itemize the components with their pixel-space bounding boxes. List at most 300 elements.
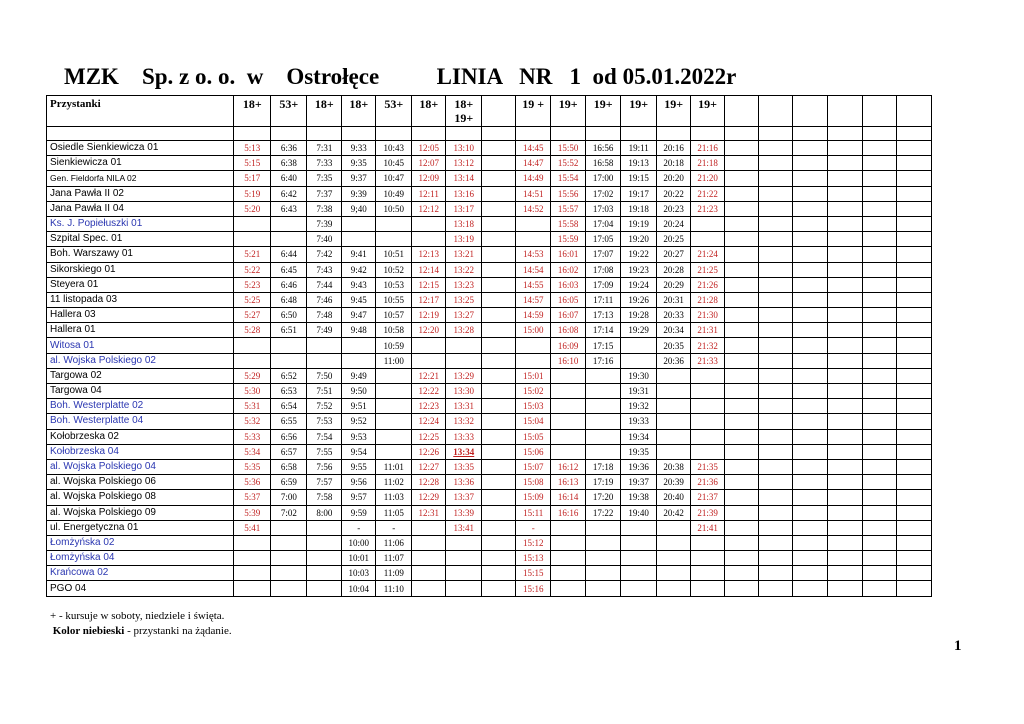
empty-cell xyxy=(792,581,827,596)
header-col-2: 53+ xyxy=(271,96,307,127)
empty-cell xyxy=(725,429,759,444)
empty-cell xyxy=(482,156,516,171)
empty-cell xyxy=(482,127,516,141)
empty-cell xyxy=(896,308,931,323)
empty-cell xyxy=(691,429,725,444)
empty-cell xyxy=(896,247,931,262)
empty-cell xyxy=(792,216,827,231)
empty-cell xyxy=(827,338,862,353)
departure-time: 13:10 xyxy=(446,141,482,156)
empty-cell xyxy=(376,384,412,399)
empty-cell xyxy=(412,581,446,596)
departure-time: 16:05 xyxy=(551,292,586,307)
empty-cell xyxy=(725,353,759,368)
departure-time: 5:32 xyxy=(234,414,271,429)
departure-time: 20:36 xyxy=(657,353,691,368)
departure-time: 5:33 xyxy=(234,429,271,444)
empty-cell xyxy=(271,353,307,368)
empty-cell xyxy=(792,201,827,216)
empty-cell xyxy=(725,414,759,429)
departure-time: 10:43 xyxy=(376,141,412,156)
empty-cell xyxy=(725,232,759,247)
empty-cell xyxy=(862,459,896,474)
departure-time: 6:57 xyxy=(271,444,307,459)
empty-cell xyxy=(759,353,793,368)
departure-time: 10:04 xyxy=(342,581,376,596)
departure-time: 10:52 xyxy=(376,262,412,277)
stop-name: Targowa 04 xyxy=(47,384,234,399)
empty-cell xyxy=(792,414,827,429)
departure-time: 17:00 xyxy=(586,171,621,186)
departure-time: 13:28 xyxy=(446,323,482,338)
stop-name: ul. Energetyczna 01 xyxy=(47,520,234,535)
departure-time: 13:30 xyxy=(446,384,482,399)
empty-cell xyxy=(862,277,896,292)
departure-time: 14:53 xyxy=(516,247,551,262)
empty-cell xyxy=(691,581,725,596)
empty-cell xyxy=(759,171,793,186)
empty-cell xyxy=(862,262,896,277)
header-col-11: 19+ xyxy=(586,96,621,127)
departure-time: 9:39 xyxy=(342,186,376,201)
empty-cell xyxy=(234,338,271,353)
departure-time: 7:38 xyxy=(307,201,342,216)
empty-cell xyxy=(551,566,586,581)
table-row xyxy=(47,459,932,474)
departure-time: 16:09 xyxy=(551,338,586,353)
departure-time: 13:33 xyxy=(446,429,482,444)
empty-cell xyxy=(446,551,482,566)
departure-time: 9:41 xyxy=(342,247,376,262)
departure-time: 14:57 xyxy=(516,292,551,307)
departure-time: 21:32 xyxy=(691,338,725,353)
departure-time: 9:55 xyxy=(342,459,376,474)
departure-time: - xyxy=(376,520,412,535)
empty-cell xyxy=(827,353,862,368)
empty-cell xyxy=(827,444,862,459)
departure-time: 21:28 xyxy=(691,292,725,307)
table-row xyxy=(47,535,932,550)
empty-cell xyxy=(759,186,793,201)
empty-cell xyxy=(657,127,691,141)
departure-time: 11:01 xyxy=(376,459,412,474)
empty-cell xyxy=(759,292,793,307)
empty-cell xyxy=(725,384,759,399)
empty-cell xyxy=(621,551,657,566)
empty-cell xyxy=(827,566,862,581)
empty-cell xyxy=(412,566,446,581)
departure-time: 7:42 xyxy=(307,247,342,262)
departure-time: 9:54 xyxy=(342,444,376,459)
stop-name: Krańcowa 02 xyxy=(47,566,234,581)
empty-cell xyxy=(792,459,827,474)
departure-time: 13:32 xyxy=(446,414,482,429)
empty-cell xyxy=(342,232,376,247)
empty-cell xyxy=(862,308,896,323)
empty-cell xyxy=(725,171,759,186)
departure-time: 5:39 xyxy=(234,505,271,520)
empty-cell xyxy=(759,444,793,459)
empty-cell xyxy=(657,384,691,399)
departure-time: 10:01 xyxy=(342,551,376,566)
empty-cell xyxy=(827,186,862,201)
empty-cell xyxy=(551,581,586,596)
empty-cell xyxy=(725,156,759,171)
empty-cell xyxy=(342,127,376,141)
departure-time: 14:45 xyxy=(516,141,551,156)
departure-time: 11:02 xyxy=(376,475,412,490)
departure-time: 6:51 xyxy=(271,323,307,338)
departure-time: 21:24 xyxy=(691,247,725,262)
departure-time: 5:34 xyxy=(234,444,271,459)
stop-name: Gen. Fieldorfa NILA 02 xyxy=(47,171,234,186)
empty-cell xyxy=(827,475,862,490)
empty-cell xyxy=(792,490,827,505)
departure-time: 11:07 xyxy=(376,551,412,566)
departure-time: 16:02 xyxy=(551,262,586,277)
departure-time: 21:33 xyxy=(691,353,725,368)
departure-time: 15:59 xyxy=(551,232,586,247)
table-row xyxy=(47,505,932,520)
empty-cell xyxy=(862,444,896,459)
empty-cell xyxy=(482,429,516,444)
departure-time: 5:31 xyxy=(234,399,271,414)
header-col-14: 19+ xyxy=(691,96,725,127)
departure-time: 13:31 xyxy=(446,399,482,414)
empty-cell xyxy=(691,368,725,383)
empty-cell xyxy=(657,429,691,444)
empty-cell xyxy=(621,353,657,368)
departure-time: 17:05 xyxy=(586,232,621,247)
empty-cell xyxy=(896,186,931,201)
stop-name: Steyera 01 xyxy=(47,277,234,292)
empty-cell xyxy=(271,535,307,550)
empty-cell xyxy=(691,444,725,459)
departure-time: 7:58 xyxy=(307,490,342,505)
empty-cell xyxy=(725,551,759,566)
departure-time: 15:08 xyxy=(516,475,551,490)
empty-cell xyxy=(725,566,759,581)
stop-name: Kołobrzeska 04 xyxy=(47,444,234,459)
departure-time: 20:29 xyxy=(657,277,691,292)
empty-cell xyxy=(896,127,931,141)
departure-time: 20:42 xyxy=(657,505,691,520)
departure-time: 15:11 xyxy=(516,505,551,520)
empty-cell xyxy=(862,171,896,186)
empty-cell xyxy=(896,232,931,247)
departure-time: 21:20 xyxy=(691,171,725,186)
table-row xyxy=(47,444,932,459)
empty-cell xyxy=(412,353,446,368)
empty-cell xyxy=(621,520,657,535)
table-row xyxy=(47,232,932,247)
empty-cell xyxy=(446,581,482,596)
empty-cell xyxy=(896,505,931,520)
departure-time: 12:07 xyxy=(412,156,446,171)
empty-cell xyxy=(759,247,793,262)
table-row xyxy=(47,141,932,156)
departure-time: 9:59 xyxy=(342,505,376,520)
departure-time: 15:04 xyxy=(516,414,551,429)
empty-cell xyxy=(759,459,793,474)
departure-time: 21:41 xyxy=(691,520,725,535)
departure-time: 15:03 xyxy=(516,399,551,414)
departure-time: 19:37 xyxy=(621,475,657,490)
empty-cell xyxy=(792,535,827,550)
departure-time: 19:20 xyxy=(621,232,657,247)
empty-cell xyxy=(759,216,793,231)
empty-cell xyxy=(271,232,307,247)
departure-time: 21:31 xyxy=(691,323,725,338)
departure-time: 19:15 xyxy=(621,171,657,186)
empty-cell xyxy=(862,505,896,520)
departure-time: 5:13 xyxy=(234,141,271,156)
stop-name: al. Wojska Polskiego 02 xyxy=(47,353,234,368)
departure-time: 11:00 xyxy=(376,353,412,368)
empty-cell xyxy=(827,520,862,535)
stop-name: Jana Pawła II 04 xyxy=(47,201,234,216)
empty-cell xyxy=(234,566,271,581)
empty-cell xyxy=(482,232,516,247)
empty-cell xyxy=(759,232,793,247)
empty-cell xyxy=(482,520,516,535)
empty-cell xyxy=(862,353,896,368)
departure-time: 21:30 xyxy=(691,308,725,323)
empty-cell xyxy=(725,490,759,505)
departure-time: 12:13 xyxy=(412,247,446,262)
empty-cell xyxy=(342,338,376,353)
departure-time: 20:22 xyxy=(657,186,691,201)
departure-time: 9:57 xyxy=(342,490,376,505)
departure-time: 6:42 xyxy=(271,186,307,201)
departure-time: 13:19 xyxy=(446,232,482,247)
empty-cell xyxy=(482,201,516,216)
table-row xyxy=(47,216,932,231)
empty-cell xyxy=(759,384,793,399)
departure-time: 16:16 xyxy=(551,505,586,520)
empty-cell xyxy=(446,566,482,581)
empty-cell xyxy=(376,232,412,247)
departure-time: 20:25 xyxy=(657,232,691,247)
departure-time: 6:56 xyxy=(271,429,307,444)
empty-cell xyxy=(792,566,827,581)
departure-time: 10:57 xyxy=(376,308,412,323)
departure-time: 12:26 xyxy=(412,444,446,459)
table-row xyxy=(47,475,932,490)
empty-cell xyxy=(792,384,827,399)
departure-time: 6:53 xyxy=(271,384,307,399)
departure-time: 20:35 xyxy=(657,338,691,353)
empty-cell xyxy=(551,384,586,399)
empty-cell xyxy=(691,384,725,399)
empty-cell xyxy=(482,444,516,459)
empty-cell xyxy=(827,459,862,474)
empty-cell xyxy=(792,323,827,338)
departure-time: 6:45 xyxy=(271,262,307,277)
empty-cell xyxy=(234,353,271,368)
stop-name: Boh. Westerplatte 04 xyxy=(47,414,234,429)
empty-cell xyxy=(896,368,931,383)
departure-time: 12:17 xyxy=(412,292,446,307)
departure-time: 20:39 xyxy=(657,475,691,490)
empty-cell xyxy=(792,505,827,520)
empty-cell xyxy=(862,581,896,596)
departure-time: 19:36 xyxy=(621,459,657,474)
departure-time: 19:26 xyxy=(621,292,657,307)
empty-cell xyxy=(759,201,793,216)
stop-name: Szpital Spec. 01 xyxy=(47,232,234,247)
empty-cell xyxy=(376,429,412,444)
empty-cell xyxy=(446,338,482,353)
empty-cell xyxy=(551,444,586,459)
footnote-blue-label: Kolor niebieski xyxy=(52,625,125,637)
empty-cell xyxy=(551,429,586,444)
empty-cell xyxy=(862,201,896,216)
departure-time: 14:49 xyxy=(516,171,551,186)
table-row xyxy=(47,551,932,566)
empty-cell xyxy=(862,490,896,505)
page-number: 1 xyxy=(954,638,962,654)
departure-time: 7:33 xyxy=(307,156,342,171)
departure-time: 5:28 xyxy=(234,323,271,338)
departure-time: 11:05 xyxy=(376,505,412,520)
stop-name: Witosa 01 xyxy=(47,338,234,353)
departure-time: 12:29 xyxy=(412,490,446,505)
departure-time: 9:45 xyxy=(342,292,376,307)
empty-cell xyxy=(376,399,412,414)
empty-cell xyxy=(621,581,657,596)
empty-cell xyxy=(586,414,621,429)
empty-cell xyxy=(412,338,446,353)
empty-cell xyxy=(551,535,586,550)
departure-time: 17:09 xyxy=(586,277,621,292)
departure-time: 14:51 xyxy=(516,186,551,201)
header-col-8 xyxy=(482,96,516,127)
empty-cell xyxy=(482,323,516,338)
departure-time: 21:23 xyxy=(691,201,725,216)
empty-cell xyxy=(862,384,896,399)
departure-time: 7:37 xyxy=(307,186,342,201)
departure-time: 9;40 xyxy=(342,201,376,216)
empty-cell xyxy=(482,141,516,156)
empty-cell xyxy=(691,414,725,429)
empty-cell xyxy=(896,414,931,429)
empty-cell xyxy=(862,323,896,338)
empty-cell xyxy=(896,353,931,368)
departure-time: 5:25 xyxy=(234,292,271,307)
departure-time: 9:51 xyxy=(342,399,376,414)
empty-cell xyxy=(516,232,551,247)
empty-cell xyxy=(586,520,621,535)
empty-cell xyxy=(307,520,342,535)
departure-time: 6:44 xyxy=(271,247,307,262)
empty-cell xyxy=(482,262,516,277)
empty-cell xyxy=(896,535,931,550)
empty-cell xyxy=(759,338,793,353)
empty-cell xyxy=(621,566,657,581)
departure-time: 7:48 xyxy=(307,308,342,323)
empty-cell xyxy=(725,535,759,550)
empty-cell xyxy=(725,505,759,520)
departure-time: 19:19 xyxy=(621,216,657,231)
header-col-4: 18+ xyxy=(342,96,376,127)
empty-cell xyxy=(482,459,516,474)
empty-cell xyxy=(896,399,931,414)
empty-cell xyxy=(482,566,516,581)
empty-cell xyxy=(896,384,931,399)
empty-cell xyxy=(586,127,621,141)
departure-time: 6:58 xyxy=(271,459,307,474)
empty-cell xyxy=(827,490,862,505)
stop-name: Hallera 03 xyxy=(47,308,234,323)
empty-cell xyxy=(271,127,307,141)
empty-cell xyxy=(759,475,793,490)
departure-time: 10:58 xyxy=(376,323,412,338)
departure-time: 13:16 xyxy=(446,186,482,201)
departure-time: 13:23 xyxy=(446,277,482,292)
table-row xyxy=(47,308,932,323)
empty-cell xyxy=(657,581,691,596)
departure-time: 17:16 xyxy=(586,353,621,368)
empty-cell xyxy=(862,338,896,353)
departure-time: 15:07 xyxy=(516,459,551,474)
departure-time: 6:54 xyxy=(271,399,307,414)
departure-time: 16:07 xyxy=(551,308,586,323)
empty-cell xyxy=(896,171,931,186)
stop-name: Targowa 02 xyxy=(47,368,234,383)
departure-time: 19:40 xyxy=(621,505,657,520)
stop-name: PGO 04 xyxy=(47,581,234,596)
empty-cell xyxy=(792,308,827,323)
empty-cell xyxy=(896,444,931,459)
departure-time: 14:59 xyxy=(516,308,551,323)
departure-time: 16:08 xyxy=(551,323,586,338)
empty-cell xyxy=(827,292,862,307)
departure-time: 15:54 xyxy=(551,171,586,186)
spacer-row xyxy=(47,127,932,141)
empty-cell xyxy=(725,216,759,231)
departure-time: 20:24 xyxy=(657,216,691,231)
departure-time: 11:09 xyxy=(376,566,412,581)
empty-cell xyxy=(862,399,896,414)
empty-cell xyxy=(482,399,516,414)
departure-time: 19:29 xyxy=(621,323,657,338)
departure-time: 20:18 xyxy=(657,156,691,171)
empty-cell xyxy=(759,505,793,520)
departure-time: 20:38 xyxy=(657,459,691,474)
empty-cell xyxy=(862,551,896,566)
departure-time: 20:34 xyxy=(657,323,691,338)
departure-time: 9:49 xyxy=(342,368,376,383)
empty-cell xyxy=(827,171,862,186)
empty-cell xyxy=(759,141,793,156)
empty-cell xyxy=(725,262,759,277)
empty-cell xyxy=(412,127,446,141)
empty-cell xyxy=(307,581,342,596)
empty-cell xyxy=(376,444,412,459)
departure-time: 12:25 xyxy=(412,429,446,444)
empty-cell xyxy=(307,535,342,550)
empty-cell xyxy=(307,566,342,581)
empty-cell xyxy=(862,156,896,171)
departure-time: 13:14 xyxy=(446,171,482,186)
empty-cell xyxy=(792,247,827,262)
empty-cell xyxy=(271,216,307,231)
departure-time: 5:27 xyxy=(234,308,271,323)
departure-time: 12:24 xyxy=(412,414,446,429)
departure-time: 10:50 xyxy=(376,201,412,216)
stop-name: Ks. J. Popiełuszki 01 xyxy=(47,216,234,231)
